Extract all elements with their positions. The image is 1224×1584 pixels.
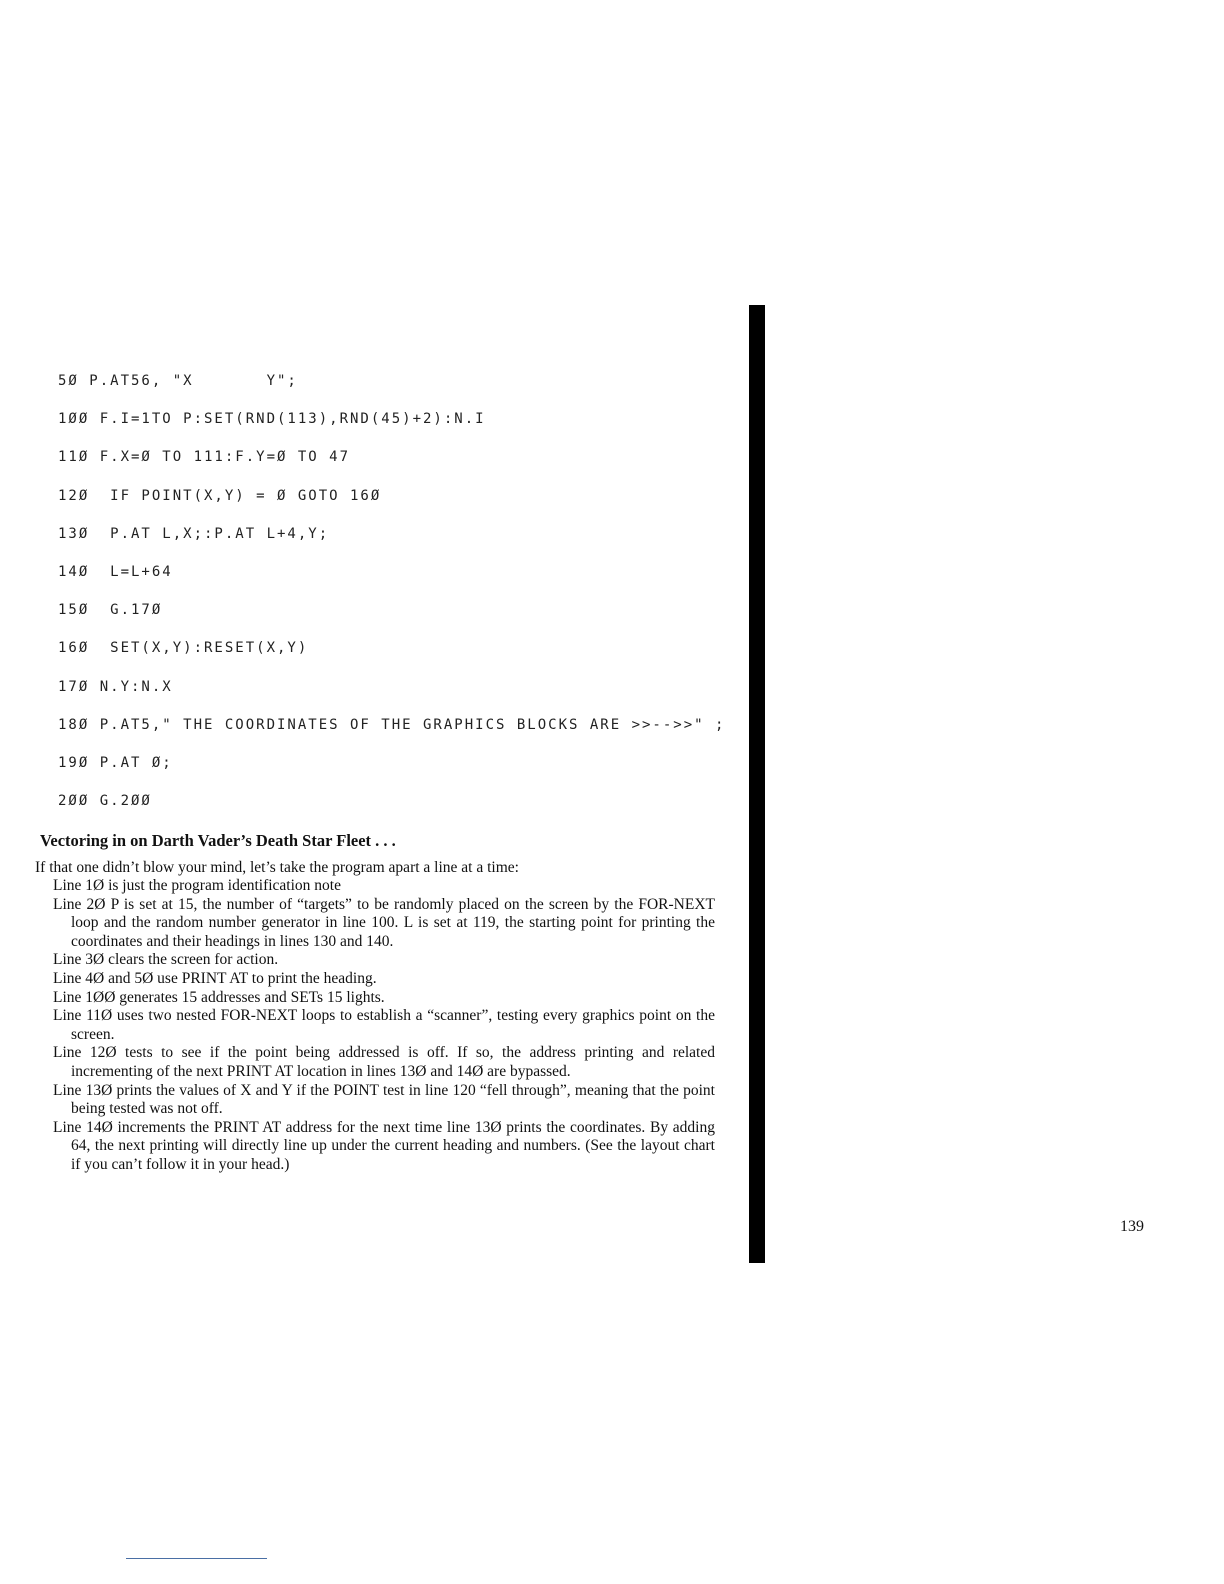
code-line: 14Ø L=L+64 xyxy=(58,563,173,580)
code-line: 12Ø IF POINT(X,Y) = Ø GOTO 16Ø xyxy=(58,487,382,504)
margin-bar xyxy=(749,305,765,1263)
code-line: 1ØØ F.I=1TO P:SET(RND(113),RND(45)+2):N.I xyxy=(58,411,486,428)
line-notes xyxy=(53,877,715,1175)
footnote-rule xyxy=(126,1558,267,1559)
line-note: Line 14Ø increments the PRINT AT address for the next time line 13Ø prints the coordinates. By adding 64, the next printing will directly line up under the current heading and numbers. (See the layout chart if you can’t follow it in your head.) xyxy=(53,1118,715,1173)
code-line: 18Ø P.AT5," THE COORDINATES OF THE GRAPHICS BLOCKS ARE >>-->>" ; xyxy=(58,716,726,733)
line-note: Line 3Ø clears the screen for action. xyxy=(53,951,279,969)
intro-paragraph: If that one didn’t blow your mind, let’s take the program apart a line at a time: xyxy=(35,859,519,876)
line-note: Line 12Ø tests to see if the point being addressed is off. If so, the address printing and related incrementing of the next PRINT AT location in lines 13Ø and 14Ø are bypassed. xyxy=(53,1044,715,1080)
code-line: 5Ø P.AT56, "X Y"; xyxy=(58,373,298,389)
code-line: 15Ø G.17Ø xyxy=(58,602,163,619)
code-line: 13Ø P.AT L,X;:P.AT L+4,Y; xyxy=(58,525,330,542)
code-line: 19Ø P.AT Ø; xyxy=(58,754,173,771)
code-line: 11Ø F.X=Ø TO 111:F.Y=Ø TO 47 xyxy=(58,449,351,466)
code-line: 2ØØ G.2ØØ xyxy=(58,793,152,810)
page-number: 139 xyxy=(1120,1218,1144,1235)
section-heading: Vectoring in on Darth Vader’s Death Star Fleet . . . xyxy=(40,831,396,850)
line-note: Line 13Ø prints the values of X and Y if the POINT test in line 120 “fell through”, meaning that the point being tested was not off. xyxy=(53,1081,715,1118)
line-note: Line 1Ø is just the program identification note xyxy=(53,877,341,894)
line-note: Line 1ØØ generates 15 addresses and SETs 15 lights. xyxy=(53,988,385,1006)
code-listing xyxy=(58,362,758,820)
code-line: 17Ø N.Y:N.X xyxy=(58,678,173,695)
line-note: Line 11Ø uses two nested FOR-NEXT loops to establish a “scanner”, testing every graphics point on the screen. xyxy=(53,1007,715,1043)
code-line: 16Ø SET(X,Y):RESET(X,Y) xyxy=(58,640,309,657)
line-note: Line 2Ø P is set at 15, the number of “targets” to be randomly placed on the screen by the FOR-NEXT loop and the random number generator in line 100. L is set at 119, the starting point for printing the coordinates and their headings in lines 130 and 140. xyxy=(53,895,715,950)
line-note: Line 4Ø and 5Ø use PRINT AT to print the heading. xyxy=(53,969,377,987)
